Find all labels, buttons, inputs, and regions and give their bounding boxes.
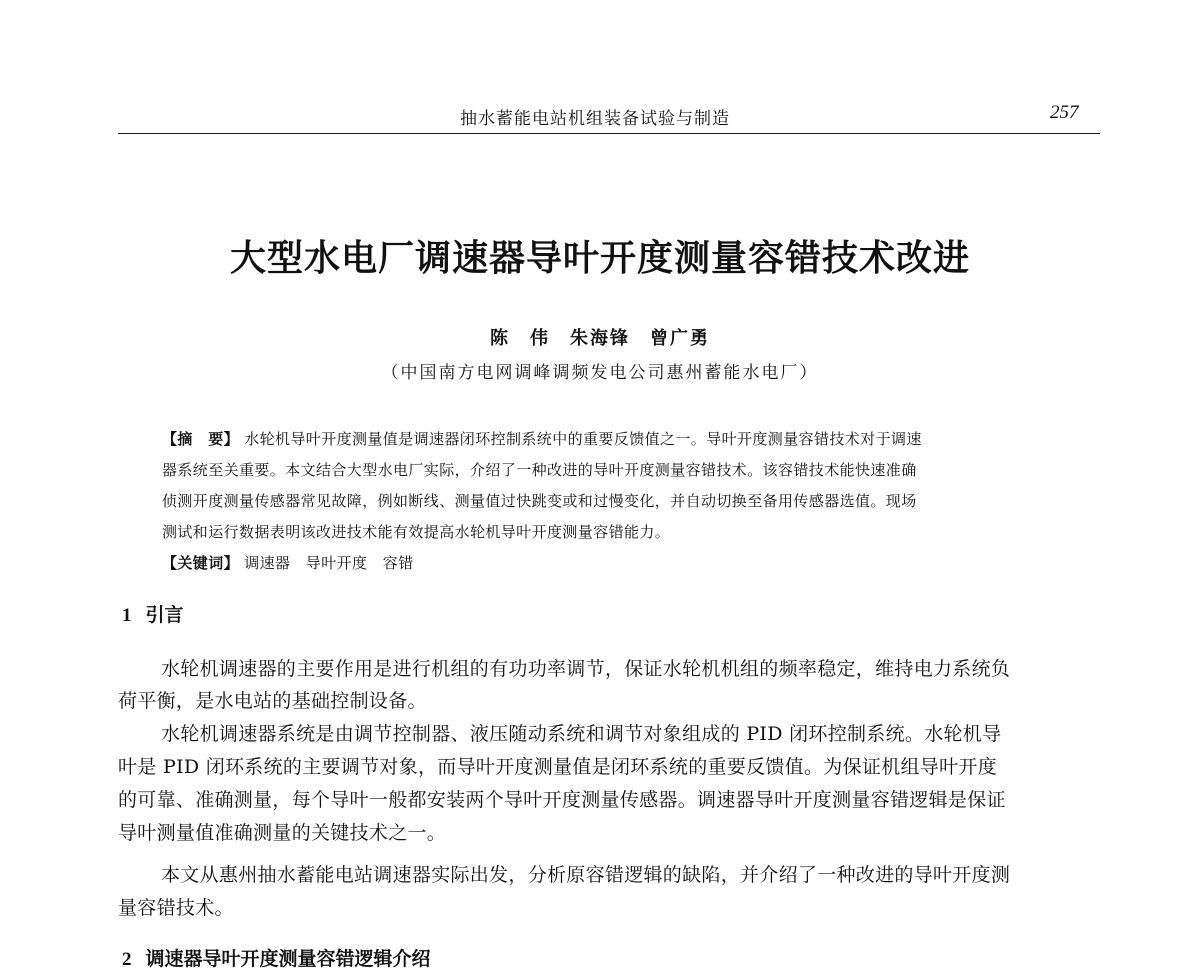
section-title: 引言: [145, 604, 184, 626]
abstract-line: 器系统至关重要。本文结合大型水电厂实际，介绍了一种改进的导叶开度测量容错技术。该容错技术能快速准确: [162, 461, 917, 479]
keywords-line: [162, 552, 414, 573]
abstract-label: 【摘 要】: [162, 430, 240, 448]
page-number: 257: [1050, 102, 1079, 123]
section-title: 调速器导叶开度测量容错逻辑介绍: [145, 948, 431, 970]
paragraph-line: 叶是 PID 闭环系统的主要调节对象，而导叶开度测量值是闭环系统的重要反馈值。为保证机组导叶开度: [118, 756, 998, 778]
section-number: 2: [122, 949, 132, 970]
paragraph-line: 荷平衡，是水电站的基础控制设备。: [118, 690, 427, 712]
keywords-label: 【关键词】: [162, 554, 240, 572]
paragraph-line: 本文从惠州抽水蓄能电站调速器实际出发，分析原容错逻辑的缺陷，并介绍了一种改进的导叶开度测: [161, 864, 1011, 886]
running-header: 抽水蓄能电站机组装备试验与制造: [460, 109, 730, 129]
section-heading: [122, 944, 431, 971]
paragraph-line: 水轮机调速器系统是由调节控制器、液压随动系统和调节对象组成的 PID 闭环控制系统。水轮机导: [161, 723, 1002, 745]
section-heading: [122, 600, 184, 627]
article-authors: 陈 伟 朱海锋 曾广勇: [490, 328, 710, 349]
abstract-text: 水轮机导叶开度测量值是调速器闭环控制系统中的重要反馈值之一。导叶开度测量容错技术对于调速: [244, 430, 922, 448]
section-number: 1: [122, 605, 132, 626]
header-rule: [118, 133, 1100, 134]
article-affiliation: （中国南方电网调峰调频发电公司惠州蓄能水电厂）: [381, 363, 819, 383]
paragraph-line: 的可靠、准确测量，每个导叶一般都安装两个导叶开度测量传感器。调速器导叶开度测量容错逻辑是保证: [118, 789, 1006, 811]
article-title: 大型水电厂调速器导叶开度测量容错技术改进: [229, 238, 970, 279]
paragraph-line: 量容错技术。: [118, 897, 234, 919]
abstract-line: [162, 428, 922, 449]
abstract-line: 侦测开度测量传感器常见故障，例如断线、测量值过快跳变或和过慢变化，并自动切换至备用传感器选值。现场: [162, 492, 917, 510]
paragraph-line: 导叶测量值准确测量的关键技术之一。: [118, 822, 447, 844]
keywords-text: 调速器 导叶开度 容错: [244, 554, 414, 572]
paragraph-line: 水轮机调速器的主要作用是进行机组的有功功率调节，保证水轮机机组的频率稳定，维持电力系统负: [161, 658, 1011, 680]
abstract-line: 测试和运行数据表明该改进技术能有效提高水轮机导叶开度测量容错能力。: [162, 523, 671, 541]
